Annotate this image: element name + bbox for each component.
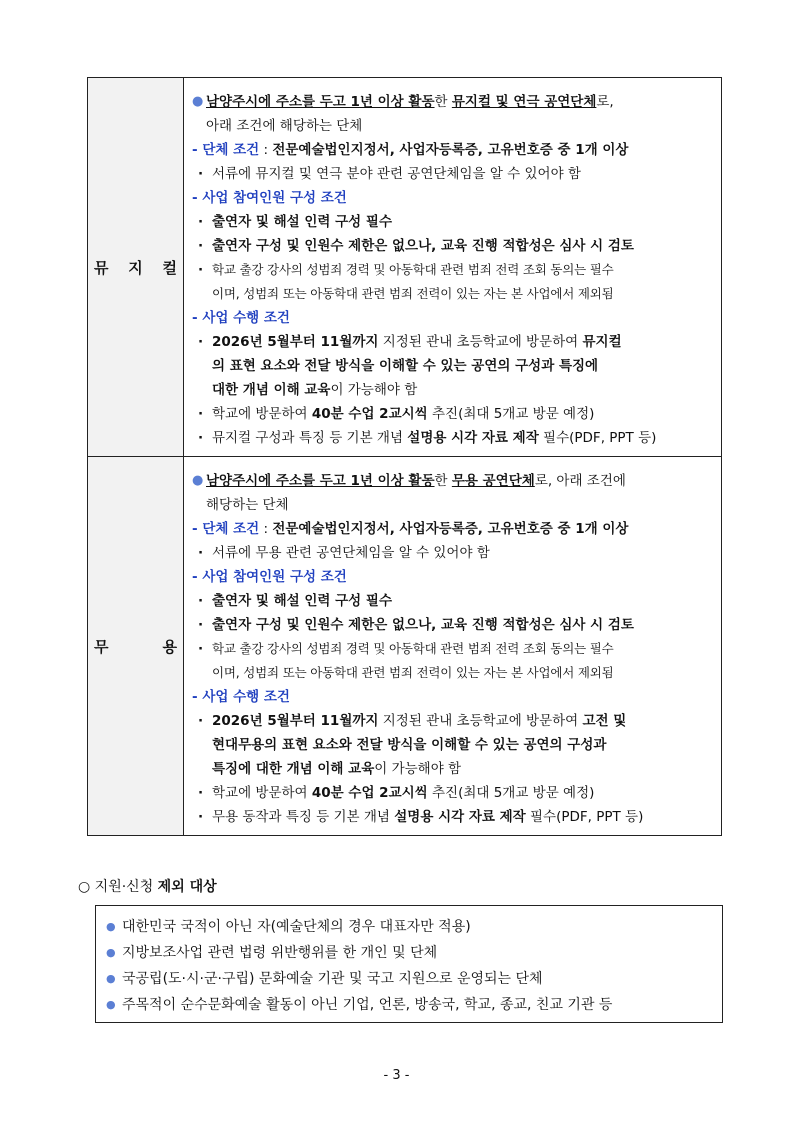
list-item-text: 대한민국 국적이 아닌 자(예술단체의 경우 대표자만 적용) — [122, 919, 471, 935]
content-cell-dance: ● 남양주시에 주소를 두고 1년 이상 활동한 무용 공연단체로, 아래 조건에 해당하는 단체 - 단체 조건 : 전문예술법인지정서, 사업자등록증, 고유번호증 중 1개 이상 · 서류에 무용 관련 공연단체임을 알 수 있어야 함 - 사업 참여인원 구성 조건 · 출연자 및 해설 인력 구성 필수 · 출연자 구성 및 인원수 제한은 없으나, 교육 진행 적합성은 심사 시 검토 · 학교 출강 강사의 성범죄 경력 및 아동학대 관련 범죄 전력 조회 동의는 필수 이며, 성범죄 또는 아동학대 관련 범죄 전력이 있는 자는 본 사업에서 제외됨 - 사업 수행 조건 · 2026년 5월부터 11월까지 지정된 관내 초등학교에 방문하여 고전 및 현대무용의 표현 요소와 전달 방식을 이해할 수 있는 공연의 구성과 특징에 대한 개념 이해 교육이 가능해야 함 · 학교에 방문하여 40분 수업 2교시씩 추진(최대 5개교 방문 예정) · 무용 동작과 특징 등 기본 개념 설명용 시각 자료 제작 필수(PDF, PPT 등) — [184, 457, 722, 836]
exclusion-heading-text: 지원·신청 — [94, 879, 158, 895]
bullet-dot-icon: ● — [106, 920, 116, 933]
list-text: 추진(최대 5개교 방문 예정) — [427, 785, 595, 801]
list-text: 뮤지컬 구성과 특징 등 기본 개념 — [212, 430, 408, 446]
bullet-dot-icon: ● — [106, 946, 116, 959]
category-char: 컬 — [162, 258, 177, 277]
intro-text: 남양주시에 주소를 두고 1년 이상 활동 — [206, 473, 435, 489]
content-cell-musical: ● 남양주시에 주소를 두고 1년 이상 활동한 뮤지컬 및 연극 공연단체로, 아래 조건에 해당하는 단체 - 단체 조건 : 전문예술법인지정서, 사업자등록증, 고유번호증 중 1개 이상 · 서류에 뮤지컬 및 연극 분야 관련 공연단체임을 알 수 있어야 함 - 사업 참여인원 구성 조건 · 출연자 및 해설 인력 구성 필수 · 출연자 구성 및 인원수 제한은 없으나, 교육 진행 적합성은 심사 시 검토 · 학교 출강 강사의 성범죄 경력 및 아동학대 관련 범죄 전력 조회 동의는 필수 이며, 성범죄 또는 아동학대 관련 범죄 전력이 있는 자는 본 사업에서 제외됨 - 사업 수행 조건 · 2026년 5월부터 11월까지 지정된 관내 초등학교에 방문하여 뮤지컬 의 표현 요소와 전달 방식을 이해할 수 있는 공연의 구성과 특징에 대한 개념 이해 교육이 가능해야 함 · 학교에 방문하여 40분 수업 2교시씩 추진(최대 5개교 방문 예정) · 뮤지컬 구성과 특징 등 기본 개념 설명용 시각 자료 제작 필수(PDF, PPT 등) — [184, 78, 722, 457]
intro-target: 무용 공연단체 — [451, 473, 535, 489]
list-text: 현대무용의 표현 요소와 전달 방식을 이해할 수 있는 공연의 구성과 — [212, 737, 607, 753]
section-title: 사업 참여인원 구성 조건 — [202, 569, 347, 585]
list-item: 학교 출강 강사의 성범죄 경력 및 아동학대 관련 범죄 전력 조회 동의는 필수 — [212, 262, 614, 277]
list-item — [106, 992, 712, 1018]
category-cell-musical — [88, 78, 184, 457]
intro-text: 로, — [596, 94, 614, 110]
list-text: 설명용 시각 자료 제작 — [394, 809, 526, 825]
intro-text: 한 — [434, 473, 452, 489]
category-char: 용 — [162, 637, 177, 656]
exclusion-heading-emphasis: 제외 대상 — [157, 879, 217, 895]
category-char: 무 — [94, 637, 109, 656]
category-char: 지 — [128, 258, 143, 277]
colon: : — [259, 142, 273, 158]
section-title: 사업 참여인원 구성 조건 — [202, 190, 347, 206]
group-condition: - 단체 조건 : 전문예술법인지정서, 사업자등록증, 고유번호증 중 1개 이상 — [192, 142, 629, 158]
bullet-dot-icon: ● — [192, 473, 204, 488]
colon: : — [259, 521, 273, 537]
intro-text: 해당하는 단체 — [206, 497, 289, 513]
section-title: 단체 조건 — [202, 142, 260, 158]
list-text: 필수(PDF, PPT 등) — [538, 430, 657, 446]
row-musical — [88, 78, 722, 457]
period-text: 2026년 5월부터 11월까지 — [212, 713, 379, 729]
row-dance — [88, 457, 722, 836]
list-text: 추진(최대 5개교 방문 예정) — [427, 406, 595, 422]
list-item: 학교 출강 강사의 성범죄 경력 및 아동학대 관련 범죄 전력 조회 동의는 필수 — [212, 641, 614, 656]
group-condition-note: 서류에 뮤지컬 및 연극 분야 관련 공연단체임을 알 수 있어야 함 — [212, 166, 581, 182]
list-text: 지정된 관내 초등학교에 방문하여 — [378, 713, 583, 729]
list-text: 특징에 대한 개념 이해 교육 — [212, 761, 375, 777]
page-number: - 3 - — [383, 1068, 410, 1083]
list-item-text: 지방보조사업 관련 법령 위반행위를 한 개인 및 단체 — [122, 945, 438, 961]
section-title: 사업 수행 조건 — [202, 310, 290, 326]
intro-text: 남양주시에 주소를 두고 1년 이상 활동 — [206, 94, 435, 110]
section-title: 사업 수행 조건 — [202, 689, 290, 705]
list-text: 지정된 관내 초등학교에 방문하여 — [378, 334, 583, 350]
section-title: 단체 조건 — [202, 521, 260, 537]
intro-text: 한 — [434, 94, 452, 110]
intro-text: 아래 조건에 해당하는 단체 — [206, 118, 363, 134]
period-text: 2026년 5월부터 11월까지 — [212, 334, 379, 350]
list-item: 출연자 구성 및 인원수 제한은 없으나, 교육 진행 적합성은 심사 시 검토 — [212, 238, 634, 254]
bullet-dot-icon: ● — [192, 94, 204, 109]
list-item-text: 주목적이 순수문화예술 활동이 아닌 기업, 언론, 방송국, 학교, 종교, 친교 기관 등 — [122, 997, 613, 1013]
exclusion-heading — [78, 876, 217, 896]
list-text: 무용 동작과 특징 등 기본 개념 — [212, 809, 395, 825]
list-text: 뮤지컬 — [582, 334, 622, 350]
list-text: 의 표현 요소와 전달 방식을 이해할 수 있는 공연의 구성과 특징에 — [212, 358, 599, 374]
list-item: 이며, 성범죄 또는 아동학대 관련 범죄 전력이 있는 자는 본 사업에서 제외됨 — [212, 286, 614, 301]
exclusion-box — [95, 905, 723, 1023]
intro-paragraph — [192, 90, 711, 138]
intro-paragraph — [192, 469, 711, 517]
list-item — [106, 914, 712, 940]
list-text: 학교에 방문하여 — [212, 406, 312, 422]
list-item: 출연자 및 해설 인력 구성 필수 — [212, 593, 392, 609]
requirements-table — [87, 77, 722, 836]
group-condition: - 단체 조건 : 전문예술법인지정서, 사업자등록증, 고유번호증 중 1개 이상 — [192, 521, 629, 537]
group-condition-text: 전문예술법인지정서, 사업자등록증, 고유번호증 중 1개 이상 — [272, 521, 629, 537]
list-text: 필수(PDF, PPT 등) — [525, 809, 644, 825]
list-text: 40분 수업 2교시씩 — [311, 785, 428, 801]
circle-marker-icon: ○ — [78, 879, 91, 895]
category-char: 뮤 — [94, 258, 109, 277]
list-item-text: 국공립(도·시·군·구립) 문화예술 기관 및 국고 지원으로 운영되는 단체 — [122, 971, 543, 987]
bullet-dot-icon: ● — [106, 972, 116, 985]
list-text: 설명용 시각 자료 제작 — [407, 430, 539, 446]
list-text: 40분 수업 2교시씩 — [311, 406, 428, 422]
list-item — [106, 940, 712, 966]
list-text: 이 가능해야 함 — [374, 761, 462, 777]
category-cell-dance — [88, 457, 184, 836]
list-item: 출연자 및 해설 인력 구성 필수 — [212, 214, 392, 230]
group-condition-note: 서류에 무용 관련 공연단체임을 알 수 있어야 함 — [212, 545, 490, 561]
list-text: 고전 및 — [582, 713, 627, 729]
list-text: 학교에 방문하여 — [212, 785, 312, 801]
list-item: 출연자 구성 및 인원수 제한은 없으나, 교육 진행 적합성은 심사 시 검토 — [212, 617, 634, 633]
intro-text: 로, 아래 조건에 — [534, 473, 626, 489]
intro-target: 뮤지컬 및 연극 공연단체 — [451, 94, 597, 110]
list-item: 이며, 성범죄 또는 아동학대 관련 범죄 전력이 있는 자는 본 사업에서 제외됨 — [212, 665, 614, 680]
list-item — [106, 966, 712, 992]
list-text: 이 가능해야 함 — [330, 382, 418, 398]
list-text: 대한 개념 이해 교육 — [212, 382, 331, 398]
bullet-dot-icon: ● — [106, 998, 116, 1011]
group-condition-text: 전문예술법인지정서, 사업자등록증, 고유번호증 중 1개 이상 — [272, 142, 629, 158]
